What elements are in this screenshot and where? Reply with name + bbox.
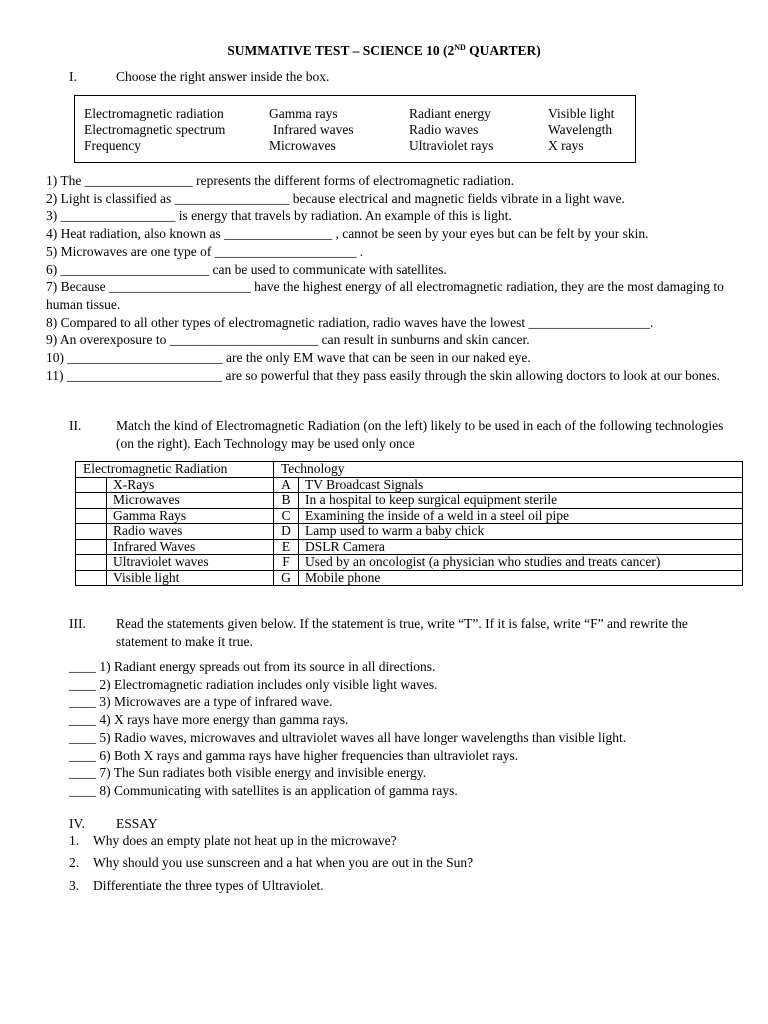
answer-blank[interactable] <box>76 493 107 509</box>
essay-number: 2. <box>69 855 80 870</box>
word-box-item: X rays <box>548 138 584 153</box>
essay-number: 1. <box>69 833 80 848</box>
question-item: 1) The ________________ represents the different forms of electromagnetic radiation. <box>46 173 515 188</box>
em-type: Visible light <box>107 570 274 586</box>
fill-in-questions <box>46 172 726 384</box>
section-3-instruction: Read the statements given below. If the statement is true, write “T”. If it is false, write “F” and rewrite the statement to make it true. <box>116 616 688 649</box>
table-row <box>76 508 743 524</box>
word-box-item: Microwaves <box>269 138 336 153</box>
table-row <box>76 477 743 493</box>
tf-statement: ____ 5) Radio waves, microwaves and ultraviolet waves all have longer wavelengths than visible light. <box>69 729 627 745</box>
word-box-item: Gamma rays <box>269 106 338 121</box>
question-item: 11) _______________________ are so powerful that they pass easily through the skin allowing doctors to look at our bones. <box>46 367 721 383</box>
question-item: 6) ______________________ can be used to communicate with satellites. <box>46 261 447 277</box>
tech-letter: F <box>274 555 299 571</box>
table-row <box>76 555 743 571</box>
em-type: Microwaves <box>107 493 274 509</box>
header-technology: Technology <box>274 462 743 478</box>
question-item: 8) Compared to all other types of electromagnetic radiation, radio waves have the lowest __________________. <box>46 314 654 330</box>
tech-description: DSLR Camera <box>299 539 743 555</box>
answer-blank[interactable] <box>76 524 107 540</box>
essay-text: Why does an empty plate not heat up in the microwave? <box>93 833 397 848</box>
word-box-item: Radiant energy <box>409 106 491 121</box>
title-end: QUARTER) <box>465 43 541 58</box>
table-header-row <box>76 462 743 478</box>
question-item: 7) Because _____________________ have the highest energy of all electromagnetic radiation, they are the most damaging to human tissue. <box>46 279 724 312</box>
section-2-number: II. <box>69 418 82 433</box>
em-type: Gamma Rays <box>107 508 274 524</box>
tech-description: Mobile phone <box>299 570 743 586</box>
question-item: 10) _______________________ are the only EM wave that can be seen in our naked eye. <box>46 350 531 366</box>
section-4-title: ESSAY <box>116 816 158 831</box>
question-item: 5) Microwaves are one type of _____________________ . <box>46 243 364 259</box>
word-box-item: Wavelength <box>548 122 613 137</box>
word-box-item: Infrared waves <box>273 122 354 137</box>
tf-statement: ____ 4) X rays have more energy than gamma rays. <box>69 712 349 728</box>
table-row <box>76 570 743 586</box>
section-1-number: I. <box>69 69 77 84</box>
word-box-item: Visible light <box>548 106 615 121</box>
word-box <box>74 95 636 163</box>
tf-statement: ____ 1) Radiant energy spreads out from its source in all directions. <box>69 659 436 674</box>
section-4-number: IV. <box>69 816 85 831</box>
answer-blank[interactable] <box>76 539 107 555</box>
header-em-radiation: Electromagnetic Radiation <box>76 462 274 478</box>
word-box-item: Electromagnetic spectrum <box>84 122 226 137</box>
question-item: 3) _________________ is energy that travels by radiation. An example of this is light. <box>46 208 512 224</box>
question-item: 2) Light is classified as _________________ because electrical and magnetic fields vibrate in a light wave. <box>46 190 625 206</box>
question-item: 9) An overexposure to ______________________ can result in sunburns and skin cancer. <box>46 332 530 348</box>
tech-letter: E <box>274 539 299 555</box>
table-row <box>76 493 743 509</box>
tech-letter: D <box>274 524 299 540</box>
page-title <box>0 42 768 60</box>
question-item: 4) Heat radiation, also known as ________________ , cannot be seen by your eyes but can be felt by your skin. <box>46 226 649 242</box>
word-box-item: Electromagnetic radiation <box>84 106 224 121</box>
section-2-instruction: Match the kind of Electromagnetic Radiation (on the left) likely to be used in each of the following technologies (on the right). Each Technology may be used only once <box>116 418 724 451</box>
word-box-item: Ultraviolet rays <box>409 138 494 153</box>
tech-description: Lamp used to warm a baby chick <box>299 524 743 540</box>
section-3-number: III. <box>69 616 86 631</box>
table-row <box>76 524 743 540</box>
essay-number: 3. <box>69 878 80 893</box>
em-type: Infrared Waves <box>107 539 274 555</box>
matching-table <box>75 461 743 586</box>
table-row <box>76 539 743 555</box>
tf-statement: ____ 7) The Sun radiates both visible energy and invisible energy. <box>69 765 427 781</box>
word-box-item: Radio waves <box>409 122 479 137</box>
essay-text: Why should you use sunscreen and a hat when you are out in the Sun? <box>93 855 474 870</box>
tech-description: In a hospital to keep surgical equipment sterile <box>299 493 743 509</box>
answer-blank[interactable] <box>76 508 107 524</box>
essay-item <box>69 877 324 895</box>
section-1-instruction: Choose the right answer inside the box. <box>116 69 330 84</box>
tech-letter: B <box>274 493 299 509</box>
tech-description: TV Broadcast Signals <box>299 477 743 493</box>
tf-statement: ____ 2) Electromagnetic radiation includes only visible light waves. <box>69 676 438 692</box>
tf-statement: ____ 8) Communicating with satellites is an application of gamma rays. <box>69 782 458 798</box>
title-superscript: ND <box>454 43 466 52</box>
tech-description: Examining the inside of a weld in a steel oil pipe <box>299 508 743 524</box>
word-box-item: Frequency <box>84 138 141 153</box>
essay-item <box>69 832 397 850</box>
answer-blank[interactable] <box>76 555 107 571</box>
tech-description: Used by an oncologist (a physician who studies and treats cancer) <box>299 555 743 571</box>
tech-letter: C <box>274 508 299 524</box>
tf-statement: ____ 6) Both X rays and gamma rays have higher frequencies than ultraviolet rays. <box>69 747 519 763</box>
em-type: Radio waves <box>107 524 274 540</box>
tech-letter: G <box>274 570 299 586</box>
em-type: X-Rays <box>107 477 274 493</box>
tech-letter: A <box>274 477 299 493</box>
em-type: Ultraviolet waves <box>107 555 274 571</box>
tf-statement: ____ 3) Microwaves are a type of infrared wave. <box>69 694 333 710</box>
title-main: SUMMATIVE TEST – SCIENCE 10 (2 <box>227 43 455 58</box>
answer-blank[interactable] <box>76 570 107 586</box>
essay-text: Differentiate the three types of Ultraviolet. <box>93 878 324 893</box>
essay-item <box>69 854 473 872</box>
true-false-list <box>69 658 729 800</box>
answer-blank[interactable] <box>76 477 107 493</box>
